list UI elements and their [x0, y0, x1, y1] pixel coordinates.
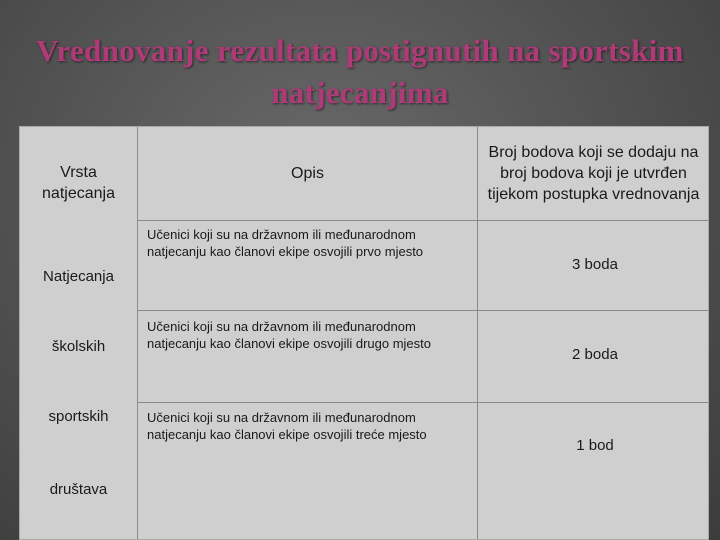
row-divider: [137, 220, 708, 221]
header-type-label: Vrsta natjecanja: [42, 163, 115, 202]
header-points: [478, 127, 709, 220]
left-column-line: sportskih: [48, 408, 109, 425]
left-column-line: društava: [49, 481, 108, 498]
header-description-label: Opis: [291, 165, 324, 182]
left-column-line: Natjecanja: [43, 268, 114, 285]
slide-title: Vrednovanje rezultata postignutih na sportskim natjecanjima: [36, 33, 684, 110]
row-divider: [137, 310, 708, 311]
row-points: 2 boda: [572, 346, 618, 363]
row-divider: [137, 402, 708, 403]
row-points: 3 boda: [572, 256, 618, 273]
row-description: Učenici koji su na državnom ili međunarodnom natjecanju kao članovi ekipe osvojili treće mjesto: [147, 410, 427, 442]
header-points-label: Broj bodova koji se dodaju na broj bodova koji je utvrđen tijekom postupka vrednovanja: [487, 144, 700, 203]
row-description: Učenici koji su na državnom ili međunarodnom natjecanju kao članovi ekipe osvojili prvo mjesto: [147, 227, 424, 259]
left-column-line: školskih: [51, 338, 106, 355]
row-description: Učenici koji su na državnom ili međunarodnom natjecanju kao članovi ekipe osvojili drugo mjesto: [147, 319, 431, 351]
header-type: [20, 127, 137, 238]
row-points: 1 bod: [576, 437, 614, 454]
evaluation-table: [19, 126, 709, 540]
header-description: [138, 127, 477, 220]
